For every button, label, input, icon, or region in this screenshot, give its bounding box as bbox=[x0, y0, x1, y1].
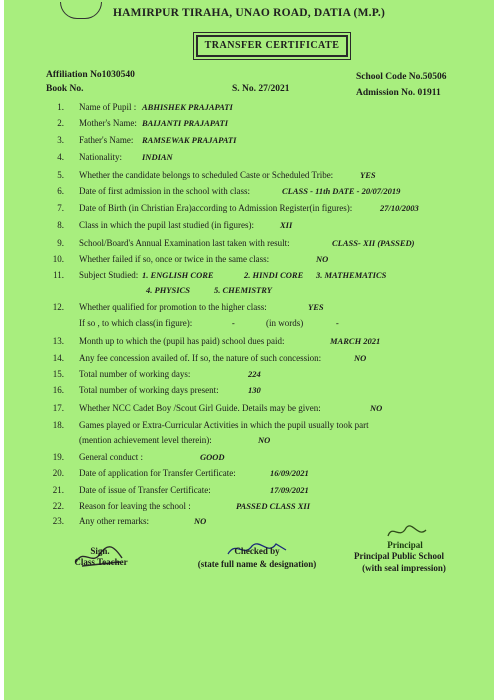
checked-by-label: Checked by bbox=[234, 546, 280, 556]
field-value: NO bbox=[370, 403, 383, 413]
field-label: If so , to which class(in figure): bbox=[79, 318, 193, 328]
sign-label: Sign. bbox=[90, 546, 110, 556]
certificate-title: TRANSFER CERTIFICATE bbox=[196, 35, 348, 57]
school-code: School Code No.50506 bbox=[356, 72, 447, 82]
field-value: 17/09/2021 bbox=[270, 485, 309, 495]
field-value: XII bbox=[280, 220, 293, 230]
book-number: Book No. bbox=[46, 84, 84, 94]
field-number: 5. bbox=[57, 170, 64, 180]
field-value: INDIAN bbox=[142, 152, 173, 162]
field-label: Mother's Name: bbox=[79, 118, 137, 128]
serial-number: S. No. 27/2021 bbox=[232, 84, 290, 94]
field-label: Father's Name: bbox=[79, 135, 134, 145]
field-value: 2. HINDI CORE bbox=[244, 270, 304, 280]
field-label: Class in which the pupil last studied (in figures): bbox=[79, 220, 254, 230]
field-label: General conduct : bbox=[79, 452, 143, 462]
field-label: Whether failed if so, once or twice in the same class: bbox=[79, 254, 270, 264]
field-label: Date of issue of Transfer Certificate: bbox=[79, 485, 211, 495]
field-number: 14. bbox=[52, 353, 64, 363]
field-number: 9. bbox=[57, 238, 64, 248]
field-label: Whether the candidate belongs to scheduled Caste or Scheduled Tribe: bbox=[79, 170, 334, 180]
principal-label: Principal bbox=[387, 540, 423, 550]
field-number: 8. bbox=[57, 220, 64, 230]
field-label: Games played or Extra-Curricular Activities in which the pupil usually took part bbox=[79, 420, 369, 430]
field-label: Date of first admission in the school with class: bbox=[79, 186, 250, 196]
field-value: MARCH 2021 bbox=[330, 336, 381, 346]
field-label: Total number of working days: bbox=[79, 369, 191, 379]
field-value: ABHISHEK PRAJAPATI bbox=[142, 102, 233, 112]
field-number: 19. bbox=[52, 452, 64, 462]
field-value: 16/09/2021 bbox=[270, 468, 309, 478]
field-number: 15. bbox=[52, 369, 64, 379]
field-number: 1. bbox=[57, 102, 64, 112]
field-label: Subject Studied: bbox=[79, 270, 139, 280]
field-label: Name of Pupil : bbox=[79, 102, 137, 112]
field-number: 6. bbox=[57, 186, 64, 196]
field-value: 1. ENGLISH CORE bbox=[142, 270, 214, 280]
field-label: Date of application for Transfer Certificate: bbox=[79, 468, 236, 478]
field-value: 224 bbox=[248, 369, 261, 379]
field-value: 27/10/2003 bbox=[380, 203, 419, 213]
seal-note: (with seal impression) bbox=[362, 563, 446, 573]
field-label: Reason for leaving the school : bbox=[79, 501, 191, 511]
field-value: CLASS- XII (PASSED) bbox=[332, 238, 415, 248]
field-value: 5. CHEMISTRY bbox=[214, 285, 272, 295]
field-value: 3. MATHEMATICS bbox=[316, 270, 387, 280]
field-number: 21. bbox=[52, 485, 64, 495]
field-number: 12. bbox=[52, 302, 64, 312]
field-number: 22. bbox=[52, 501, 64, 511]
field-value: YES bbox=[308, 302, 324, 312]
affiliation-number: Affiliation No1030540 bbox=[46, 70, 135, 80]
field-label: (mention achievement level therein): bbox=[79, 435, 212, 445]
field-value: NO bbox=[194, 516, 207, 526]
field-value: NO bbox=[354, 353, 367, 363]
principal-school-line: Principal Public School bbox=[353, 551, 444, 561]
field-number: 18. bbox=[52, 420, 64, 430]
field-value: 130 bbox=[248, 385, 261, 395]
field-number: 13. bbox=[52, 336, 64, 346]
field-label: Whether qualified for promotion to the higher class: bbox=[79, 302, 267, 312]
field-number: 23. bbox=[52, 516, 64, 526]
field-value: 4. PHYSICS bbox=[146, 285, 190, 295]
field-label: Date of Birth (in Christian Era)according to Admission Register(in figures): bbox=[79, 203, 353, 213]
field-value: - bbox=[232, 318, 235, 328]
field-label: Total number of working days present: bbox=[79, 385, 219, 395]
field-value: BAIJANTI PRAJAPATI bbox=[142, 118, 229, 128]
field-number: 4. bbox=[57, 152, 64, 162]
field-number: 2. bbox=[57, 118, 64, 128]
school-address-heading: HAMIRPUR TIRAHA, UNAO ROAD, DATIA (M.P.) bbox=[113, 7, 385, 19]
field-number: 11. bbox=[53, 270, 64, 280]
field-label: Any other remarks: bbox=[79, 516, 149, 526]
field-value: CLASS - 11th DATE - 20/07/2019 bbox=[282, 186, 401, 196]
field-value: RAMSEWAK PRAJAPATI bbox=[142, 135, 237, 145]
field-number: 3. bbox=[57, 135, 64, 145]
field-number: 7. bbox=[57, 203, 64, 213]
field-number: 16. bbox=[52, 385, 64, 395]
field-number: 10. bbox=[52, 254, 64, 264]
checked-by-note: (state full name & designation) bbox=[197, 559, 317, 569]
field-number: 17. bbox=[52, 403, 64, 413]
field-value: GOOD bbox=[200, 452, 225, 462]
field-value: PASSED CLASS XII bbox=[236, 501, 311, 511]
field-label: (in words) bbox=[266, 318, 304, 328]
field-label: Month up to which the (pupil has paid) school dues paid: bbox=[79, 336, 285, 346]
field-label: School/Board's Annual Examination last taken with result: bbox=[79, 238, 290, 248]
field-value: YES bbox=[360, 170, 376, 180]
field-value: NO bbox=[258, 435, 271, 445]
field-label: Nationality: bbox=[79, 152, 122, 162]
field-value: NO bbox=[316, 254, 329, 264]
admission-number: Admission No. 01911 bbox=[356, 88, 441, 98]
transfer-certificate-sheet bbox=[4, 0, 494, 700]
field-number: 20. bbox=[52, 468, 64, 478]
class-teacher-label: Class Teacher bbox=[74, 557, 128, 567]
field-value: - bbox=[336, 318, 339, 328]
field-label: Any fee concession availed of. If so, the nature of such concession: bbox=[79, 353, 322, 363]
field-label: Whether NCC Cadet Boy /Scout Girl Guide. Details may be given: bbox=[79, 403, 321, 413]
